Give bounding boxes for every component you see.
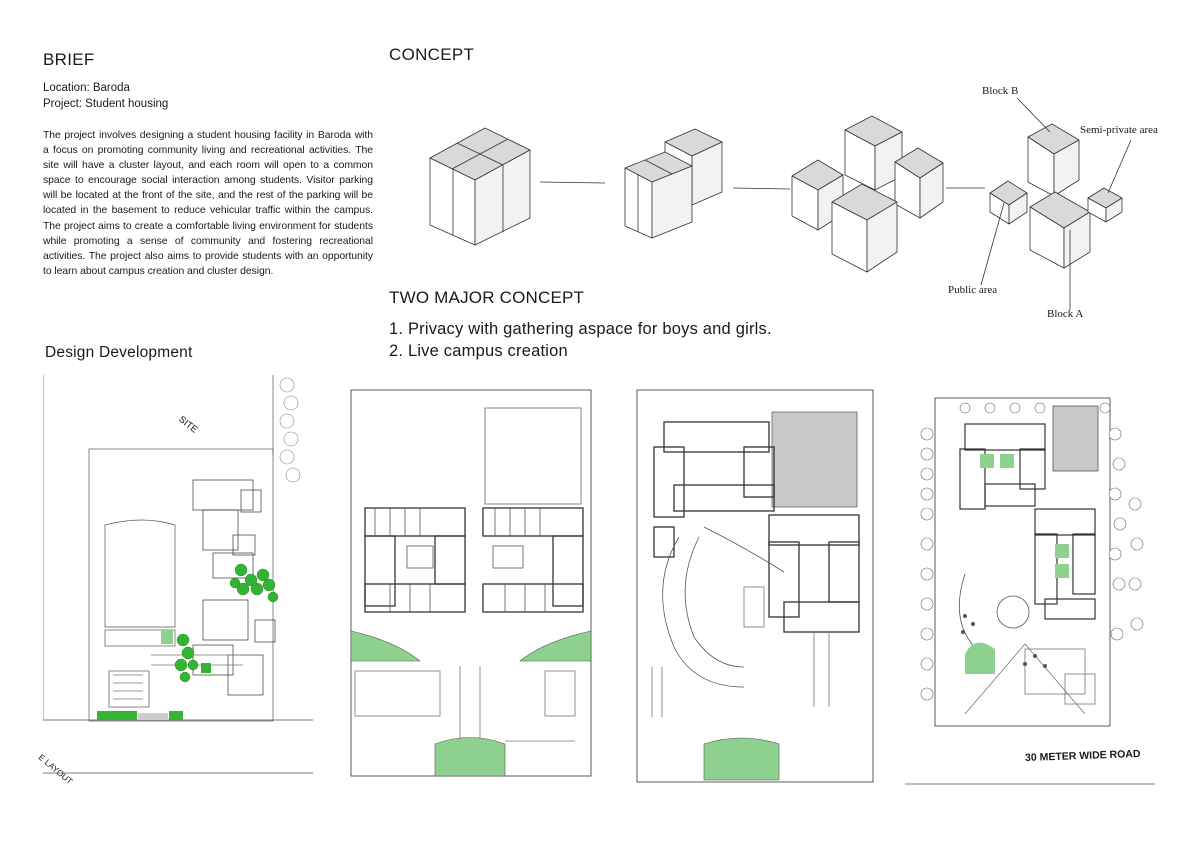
final-site-plan — [905, 394, 1165, 794]
design-development-heading: Design Development — [45, 344, 193, 361]
brief-description: The project involves designing a student housing facility in Baroda with a focus on promoting community living and recreational activities. The site will have a cluster layout, and each room will open to a common space to encourage social interaction among students. Visitor parking will be located at the front of the site, and the rest of the parking will be located in the basement to reduce vehicular traffic within the campus. The project aims to create a comfortable living environment for students while promoting a sense of community and fostering recreational activities. The project also aims to provide students with an opportunity to learn about campus creation and cluster design. — [43, 130, 373, 277]
concept-stage-4 — [990, 124, 1122, 268]
layout-label: E LAYOUT — [36, 752, 75, 787]
major-concept-point-2: 2. Live campus creation — [389, 342, 568, 360]
major-concept-heading: TWO MAJOR CONCEPT — [389, 288, 585, 307]
brief-heading: BRIEF — [43, 50, 95, 69]
symmetric-cluster-plan — [345, 386, 601, 786]
site-layout-plan — [43, 375, 313, 775]
site-label: SITE — [176, 414, 200, 436]
curved-connector-plan — [634, 387, 884, 787]
concept-stage-2 — [625, 129, 722, 238]
label-block-a: Block A — [1047, 308, 1084, 320]
brief-location: Location: Baroda — [43, 82, 130, 94]
label-block-b: Block B — [982, 85, 1019, 97]
concept-stage-3 — [792, 116, 943, 272]
concept-heading: CONCEPT — [389, 45, 475, 64]
label-public-area: Public area — [948, 284, 998, 296]
road-label: 30 METER WIDE ROAD — [1024, 747, 1141, 765]
major-concept-point-1: 1. Privacy with gathering aspace for boys and girls. — [389, 320, 772, 338]
concept-stage-1 — [430, 128, 530, 245]
label-semi-private-area: Semi-private area — [1080, 124, 1158, 136]
brief-project: Project: Student housing — [43, 98, 169, 110]
